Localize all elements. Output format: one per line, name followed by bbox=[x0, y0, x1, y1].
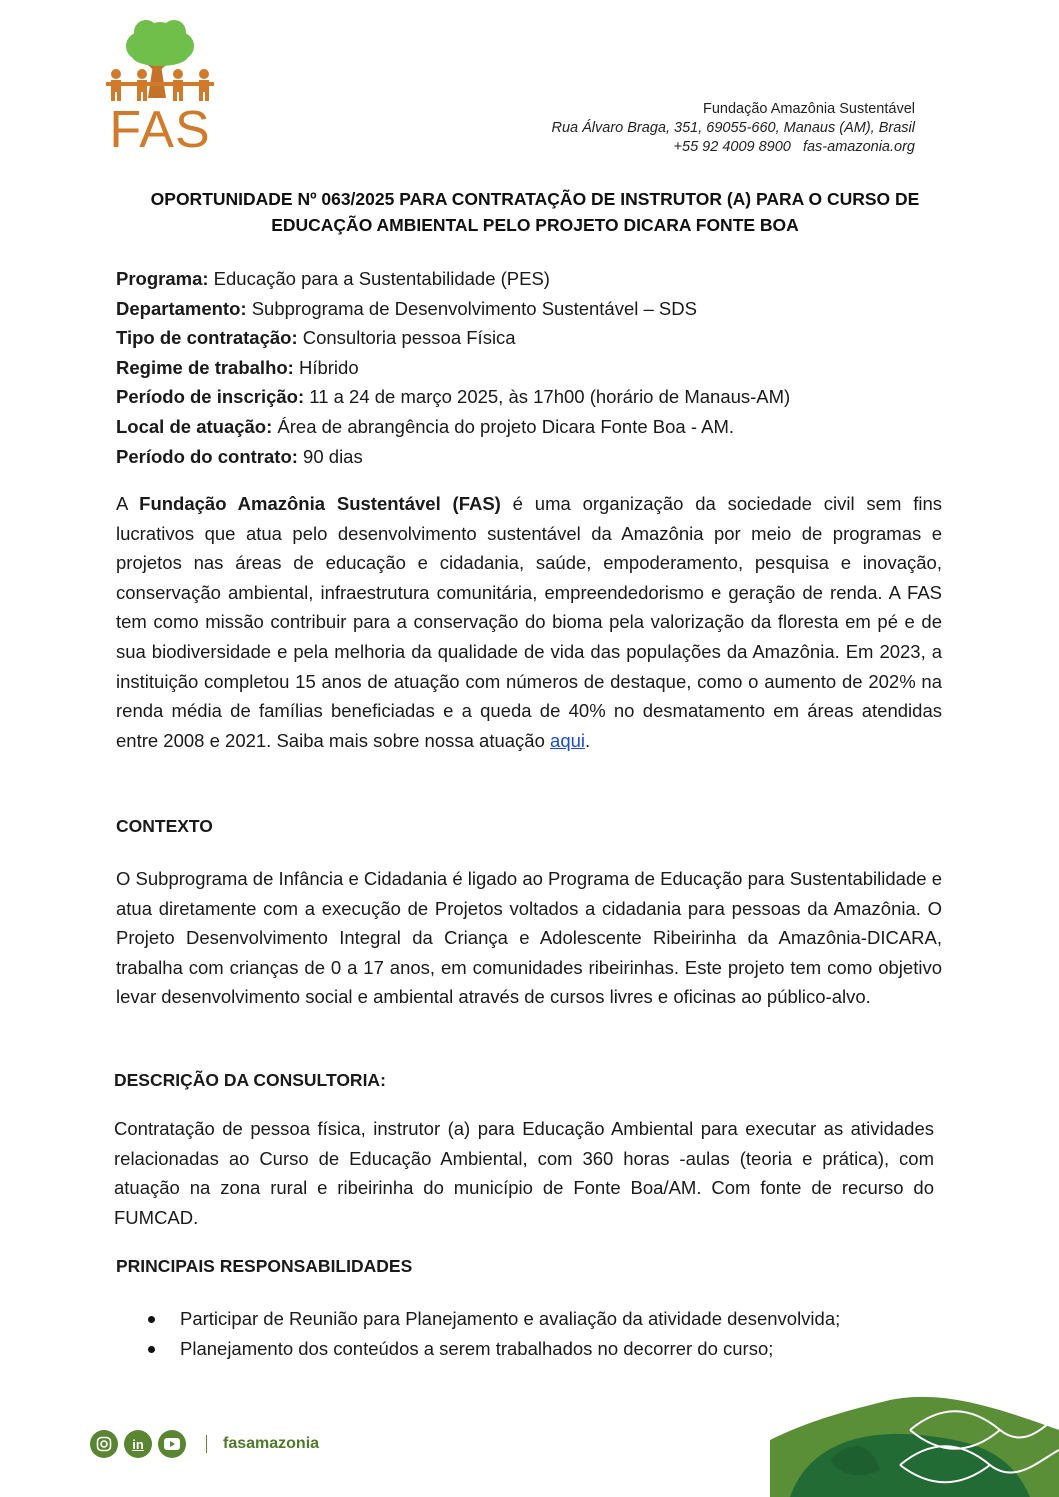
meta-value: 11 a 24 de março 2025, às 17h00 (horário de Manaus-AM) bbox=[304, 386, 791, 408]
meta-tipo-contratacao bbox=[116, 323, 946, 353]
meta-label: Programa: bbox=[116, 268, 209, 289]
aqui-link[interactable]: aqui bbox=[550, 729, 586, 751]
descricao-paragraph: Contratação de pessoa física, instrutor (a) para Educação Ambiental para executar as atividades relacionadas ao Curso de Educação Ambiental, com 360 horas -aulas (teoria e prática), com atuação na zona rural e ribeirinha do município de Fonte Boa/AM. Com fonte de recurso do FUMCAD. bbox=[114, 1118, 934, 1228]
intro-paragraph bbox=[116, 489, 942, 755]
meta-departamento bbox=[116, 294, 946, 324]
intro-prefix: A bbox=[116, 493, 140, 514]
linkedin-icon[interactable] bbox=[124, 1430, 152, 1458]
list-item: Participar de Reunião para Planejamento e avaliação da atividade desenvolvida; bbox=[140, 1304, 942, 1334]
instagram-icon[interactable] bbox=[90, 1430, 118, 1458]
social-handle: fasamazonia bbox=[223, 1435, 320, 1452]
meta-value: Consultoria pessoa Física bbox=[297, 327, 516, 349]
contexto-paragraph: O Subprograma de Infância e Cidadania é ligado ao Programa de Educação para Sustentabilidade e atua diretamente com a execução de Projetos voltados a cidadania para pessoas da Amazônia. O Projeto Desenvolvimento Integral da Criança e Adolescente Ribeirinha da Amazônia-DICARA, trabalha com crianças de 0 a 17 anos, em comunidades ribeirinhas. Este projeto tem como objetivo levar desenvolvimento social e ambiental através de cursos livres e oficinas ao público-alvo. bbox=[116, 868, 942, 1008]
fas-logo bbox=[104, 18, 216, 158]
intro-suffix: . bbox=[585, 729, 591, 751]
title-line-2: EDUCAÇÃO AMBIENTAL PELO PROJETO DICARA FONTE BOA bbox=[271, 215, 799, 235]
meta-value: 90 dias bbox=[297, 445, 363, 467]
decorative-hills-icon bbox=[770, 1380, 1059, 1497]
meta-label: Regime de trabalho: bbox=[116, 356, 294, 378]
divider bbox=[206, 1435, 207, 1453]
linkedin-glyph: in bbox=[132, 1436, 144, 1452]
meta-value: Híbrido bbox=[293, 356, 359, 378]
responsabilidades-list bbox=[140, 1304, 942, 1363]
intro-org-name: Fundação Amazônia Sustentável (FAS) bbox=[139, 493, 501, 514]
job-meta bbox=[116, 264, 946, 471]
meta-label: Departamento: bbox=[116, 297, 247, 319]
meta-periodo-contrato bbox=[116, 442, 946, 472]
document-title bbox=[100, 186, 970, 238]
org-header bbox=[552, 100, 916, 157]
logo-text: FAS bbox=[109, 101, 211, 159]
meta-regime bbox=[116, 353, 946, 383]
title-line-1: OPORTUNIDADE Nº 063/2025 PARA CONTRATAÇÃO DE INSTRUTOR (A) PARA O CURSO DE bbox=[150, 189, 920, 209]
meta-value: Área de abrangência do projeto Dicara Fonte Boa - AM. bbox=[272, 415, 735, 437]
footer-social bbox=[90, 1430, 319, 1458]
meta-label: Tipo de contratação: bbox=[116, 327, 298, 349]
meta-label: Período do contrato: bbox=[116, 445, 298, 467]
meta-value: Subprograma de Desenvolvimento Sustentável – SDS bbox=[246, 297, 697, 319]
org-contact: +55 92 4009 8900 fas-amazonia.org bbox=[673, 139, 915, 155]
list-item: Planejamento dos conteúdos a serem trabalhados no decorrer do curso; bbox=[140, 1334, 942, 1364]
tree-people-icon bbox=[104, 18, 216, 108]
intro-text: é uma organização da sociedade civil sem fins lucrativos que atua pelo desenvolvimento sustentável da Amazônia por meio de programas e projetos nas áreas de educação e cidadania, saúde, empoderamento, pesquisa e inovação, conservação ambiental, infraestrutura comunitária, empreendedorismo e geração de renda. A FAS tem como missão contribuir para a conservação do bioma pela valorização da floresta em pé e de sua biodiversidade e pela melhoria da qualidade de vida das populações da Amazônia. Em 2023, a instituição completou 15 anos de atuação com números de destaque, como o aumento de 202% na renda média de famílias beneficiadas e a queda de 40% no desmatamento em áreas atendidas entre 2008 e 2021. Saiba mais sobre nossa atuação bbox=[116, 493, 942, 751]
meta-local bbox=[116, 412, 946, 442]
descricao-heading: DESCRIÇÃO DA CONSULTORIA: bbox=[114, 1070, 386, 1090]
meta-value: Educação para a Sustentabilidade (PES) bbox=[208, 268, 550, 289]
org-name: Fundação Amazônia Sustentável bbox=[703, 101, 915, 117]
meta-programa bbox=[116, 264, 946, 294]
meta-periodo-inscricao bbox=[116, 382, 946, 412]
youtube-icon[interactable] bbox=[158, 1430, 186, 1458]
meta-label: Período de inscrição: bbox=[116, 386, 305, 408]
contexto-heading: CONTEXTO bbox=[116, 816, 213, 836]
responsabilidades-heading: PRINCIPAIS RESPONSABILIDADES bbox=[116, 1256, 413, 1276]
meta-label: Local de atuação: bbox=[116, 415, 273, 437]
org-address: Rua Álvaro Braga, 351, 69055-660, Manaus (AM), Brasil bbox=[551, 120, 915, 136]
